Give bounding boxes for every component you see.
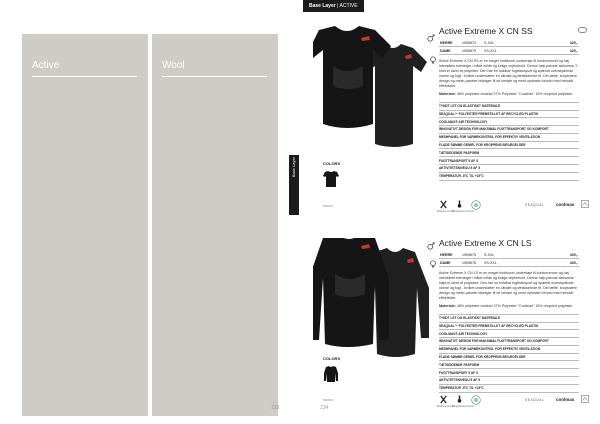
sku-sizes: XS-XXL: [483, 259, 540, 266]
list-item: TÆTSIDDENDE PASFORM: [439, 361, 579, 369]
feature-icon-row: [439, 395, 589, 409]
color-swatch-black[interactable]: [323, 365, 339, 383]
section-header: [303, 0, 364, 12]
list-item: TEMPERATUR -5°C TIL +15°C: [439, 173, 579, 181]
list-item: SEAQUAL™ FOLYESTER FREMSTILLET AF RECYCLED PLASTIK: [439, 323, 579, 331]
left-page-number: 133: [271, 405, 280, 411]
size-chart-icon: [581, 200, 589, 208]
table-row: [439, 259, 579, 266]
sku-table: [439, 252, 579, 267]
list-item: INNOVATIVT DESIGN FOR MAKSIMAL FUGTTRANSPORT OG KOMFORT: [439, 338, 579, 346]
product-image-ls: [313, 238, 431, 368]
temperature-control-label: Temperature Control: [452, 405, 474, 408]
temperature-control-label: Temperature Control: [452, 210, 474, 213]
list-item: MESHPANEL FOR VARMEKONTROL FOR EFFEKTIV VENTILATION: [439, 346, 579, 354]
size-chart-icon: [581, 395, 589, 403]
list-item: FUGTTRANSPORT 5 AF 5: [439, 369, 579, 377]
header-category: Base Layer: [309, 3, 336, 9]
product-material: [439, 304, 579, 309]
product-title: Active Extreme X CN SS: [439, 26, 533, 36]
sku-price: 400,-: [540, 252, 579, 259]
list-item: FLADE SØMME GENIEL FOR KROPPENS BEVÆGELSER: [439, 142, 579, 150]
active-panel-label: Active: [32, 60, 60, 71]
colors-label: COLORS: [323, 356, 341, 361]
moisture-control-icon: [439, 200, 448, 209]
list-item: TYNDT LET OG ELASTISKT MATERIALE: [439, 102, 579, 111]
sku-code: 1909676: [461, 259, 483, 266]
list-item: COOLMAX® AIR TECHNOLOGY: [439, 330, 579, 338]
moisture-control-label: Moisture Control: [437, 405, 455, 408]
sku-gender: HERRE: [439, 252, 461, 259]
coolmax-logo: coolmax: [556, 202, 575, 207]
temperature-control-icon: [455, 200, 464, 209]
list-item: SEAQUAL™ FOLYESTER FREMSTILLET AF RECYCLED PLASTIK: [439, 111, 579, 119]
sku-table: [439, 40, 579, 55]
product-material: [439, 92, 579, 97]
color-swatch-black[interactable]: [323, 170, 339, 188]
wool-panel-rule: [162, 76, 267, 77]
eco-badge-icon: [471, 395, 481, 405]
material-label: Materiale:: [439, 303, 456, 308]
header-separator: |: [337, 3, 339, 9]
list-item: AKTIVITETSNIVEAU 5 AF 5: [439, 165, 579, 173]
active-panel-rule: [32, 76, 137, 77]
list-item: INNOVATIVT DESIGN FOR MAKSIMAL FUGTTRANSPORT OG KOMFORT: [439, 126, 579, 134]
list-item: AKTIVITETSNIVEAU 5 AF 5: [439, 377, 579, 385]
moisture-control-label: Moisture Control: [437, 210, 455, 213]
temperature-control-icon: [455, 395, 464, 404]
product-image-ss: [313, 26, 431, 156]
material-label: Materiale:: [439, 91, 456, 96]
sku-price: 325,-: [540, 40, 579, 47]
product-info: [439, 26, 579, 181]
color-code: 999000: [323, 398, 334, 402]
male-icon: [427, 34, 435, 42]
sku-sizes: S-XXL: [483, 40, 540, 47]
product-description: Active Extreme X CN LS er en meget funktionel undertrøje til konkurrencer og høj intensitets træninger i både milde og kolige vejrforhold. Denne højt-ydende aktivwear trøje er lavet af polyester. Den har en holdbar fugttransport og spændt overskydende varme og fugt - hvilket understøtter en ultralet og tætsiddende fit. Det tætte, kropsnære design og mesh-paneler bidrager til de bedste og mest optimale forhold med beholdt effektivitet.: [439, 270, 578, 300]
moisture-control-icon: [439, 395, 448, 404]
sku-code: 1909673: [461, 40, 483, 47]
material-text: 48% polyester Ixodrad 37% Polyester "Coolmax" 15% recycled polyester: [456, 303, 573, 308]
feature-list: [439, 102, 579, 181]
table-row: [439, 47, 579, 54]
new-badge-icon: [578, 27, 587, 33]
material-text: 48% polyester Ixodrad 37% Polyester "Coolmax" 15% recycled polyester: [456, 91, 573, 96]
color-code: 999000: [323, 204, 334, 208]
sku-gender: DAME: [439, 47, 461, 54]
feature-icon-row: [439, 200, 589, 214]
sku-gender: HERRE: [439, 40, 461, 47]
feature-list: [439, 314, 579, 393]
wool-panel-label: Wool: [162, 60, 185, 71]
coolmax-logo: coolmax: [556, 397, 575, 402]
list-item: COOLMAX® AIR TECHNOLOGY: [439, 118, 579, 126]
colors-label: COLORS: [323, 161, 341, 166]
list-item: MESHPANEL FOR VARMEKONTROL FOR EFFEKTIV VENTILATION: [439, 134, 579, 142]
header-subcategory: ACTIVE: [339, 3, 358, 9]
sku-gender: DAME: [439, 259, 461, 266]
sku-sizes: XS-XXL: [483, 47, 540, 54]
product-info: [439, 238, 579, 393]
active-panel[interactable]: [22, 34, 148, 416]
right-page: [289, 0, 600, 424]
list-item: FUGTTRANSPORT 5 AF 5: [439, 157, 579, 165]
female-icon: [429, 56, 437, 64]
wool-panel[interactable]: [152, 34, 278, 416]
table-row: [439, 252, 579, 259]
seaqual-logo: SEAQUAL: [525, 203, 545, 207]
product-title: Active Extreme X CN LS: [439, 238, 532, 248]
seaqual-logo: SEAQUAL: [525, 398, 545, 402]
sku-price: 325,-: [540, 47, 579, 54]
sku-code: 1909679: [461, 47, 483, 54]
list-item: TYNDT LET OG ELASTISKT MATERIALE: [439, 314, 579, 323]
product-description: Active Extreme X CN SS er en meget funktionel undertrøje til konkurrencer og høj intensitets træninger i både milde og kolige vejrforhold. Denne højt-ydende aktivwear-T-shirt er lavet af polyester. Den har en holdbar fugttransport og spændt overskydende varme og fugt - hvilket understøtter en ultralet og tætsiddende fit. Det tætte, kropsnære design og mesh-paneler bidrager til de bedste og mest optimale forhold med beholdt effektivitet.: [439, 58, 579, 88]
right-page-number: 134: [320, 405, 329, 411]
table-row: [439, 40, 579, 47]
sku-price: 400,-: [540, 259, 579, 266]
side-tab: [289, 155, 299, 215]
eco-badge-icon: [471, 200, 481, 210]
male-icon: [427, 242, 435, 250]
sku-sizes: S-XXL: [483, 252, 540, 259]
female-icon: [429, 260, 437, 268]
list-item: FLADE SØMME GENIEL FOR KROPPENS BEVÆGELSER: [439, 354, 579, 362]
side-tab-label: Base Layer: [291, 157, 296, 178]
left-page: [0, 0, 289, 424]
list-item: TEMPERATUR -5°C TIL +15°C: [439, 385, 579, 393]
list-item: TÆTSIDDENDE PASFORM: [439, 149, 579, 157]
sku-code: 1909675: [461, 252, 483, 259]
